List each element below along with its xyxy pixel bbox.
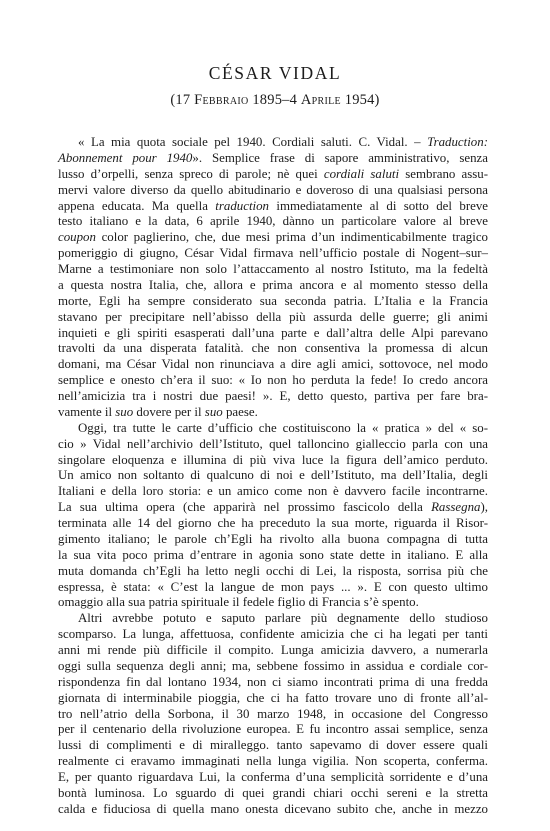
text-run: singolare eloquenza e illumina di più viva luce la figura dell’amico perduto.	[58, 452, 488, 467]
text-run: giornata di interminabile pioggia, che ci ha fatto trovare uno di fronte all’al-	[58, 690, 488, 705]
text-line	[58, 262, 488, 278]
text-line	[58, 357, 488, 373]
italic-text: cordiali saluti	[323, 166, 400, 181]
text-run: per il centenario della rivoluzione europea. E fu incontro assai semplice, senza	[58, 722, 488, 737]
text-run: gimento italiano; le parole ch’Egli ha rivolto alla buona compagna di tutta	[58, 531, 488, 546]
article-title: CÉSAR VIDAL	[208, 63, 342, 83]
text-line	[58, 230, 488, 246]
dates-month-start: Febbraio	[194, 92, 249, 108]
italic-text: traduction	[215, 198, 270, 213]
text-run: cio » Vidal nell’archivio dell’Istituto, quel talloncino gialleccio parla con una	[58, 436, 488, 451]
text-run: anni mi rende più difficile il compito. Lunga amicizia davvero, a numerarla	[58, 643, 488, 657]
italic-text: Rassegna	[431, 500, 481, 515]
text-run: paese.	[222, 404, 258, 419]
text-run: terminata alle 14 del giorno che ha preceduto la sua morte, riguarda il Risor-	[58, 516, 488, 530]
text-run: la sua vita poco prima d’entrare in agonia sono state dette in italiano. E alla	[58, 547, 488, 562]
text-line	[58, 246, 488, 262]
text-run: morte, Egli ha sempre considerato sua seconda patria. L’Italia e la Francia	[58, 293, 488, 308]
text-run: inquieti e gli spiriti esasperati dall’una parte e dall’altra delle Alpi parevano	[58, 325, 488, 340]
text-line	[58, 405, 488, 421]
text-line	[58, 548, 488, 564]
text-run: a questa nostra Italia, che, allora e prima ancora e al momento stesso della	[58, 277, 488, 292]
dates-close: 1954)	[340, 92, 380, 108]
text-run: espressa, è stata: « C’est la langue de mon pays ... ». E con questo ultimo	[58, 579, 488, 594]
text-line	[58, 500, 488, 516]
text-run: calda e fiduciosa di quella mano onesta dicevano subito che, anche in mezzo	[58, 801, 488, 816]
text-run: pomeriggio di giugno, César Vidal firmava nell’ufficio postale di Nogent–sur–	[58, 246, 488, 261]
text-run: mervi valore diverso da quello abitudinario e doveroso di una qualsiasi persona	[58, 182, 488, 197]
text-line	[58, 786, 488, 802]
text-line	[58, 468, 488, 484]
text-line	[58, 135, 488, 151]
text-run: vamente il	[58, 404, 116, 419]
article-body	[58, 135, 488, 818]
text-run: oggi sulla sequenza degli anni; ma, sebbene fossimo in assidua e cordiale cor-	[58, 658, 488, 673]
text-run: bontà luminosa. Lo sguardo di quei grandi chiari occhi sereni e la stretta	[58, 785, 488, 800]
text-line	[58, 707, 488, 723]
text-line	[58, 167, 488, 183]
text-line	[58, 373, 488, 389]
text-run: travolti da una disperata fatalità. che non consentiva la promessa di alcun	[58, 341, 488, 356]
text-run: domani, ma César Vidal non rinunciava a dire agli amici, sottovoce, nel modo	[58, 357, 488, 372]
text-run: rispondenza fin dal lontano 1934, non ci siamo incontrati prima di una fredda	[58, 674, 488, 689]
text-line	[58, 564, 488, 580]
text-run: ),	[480, 500, 488, 515]
text-line	[58, 643, 488, 659]
text-run: testo italiano e la data, 6 aprile 1940, dànno un particolare valore al breve	[58, 214, 488, 229]
italic-text: suo	[204, 404, 223, 419]
text-run: muta domanda ch’Egli ha letto negli occhi di Lei, la risposta, sorrisa più che	[58, 563, 488, 578]
text-run: dovere per il	[133, 404, 205, 419]
text-line	[58, 199, 488, 215]
text-run: appena educata. Ma quella	[58, 198, 216, 213]
text-line	[58, 770, 488, 786]
text-line	[58, 595, 488, 611]
italic-text: Abonnement pour 1940	[58, 150, 193, 165]
text-run: stavano per precipitare nell’abisso della più assurda delle guerre; gli animi	[58, 309, 488, 324]
text-run: tro nell’atrio della Sorbona, il 30 marzo 1948, in occasione del Congresso	[58, 706, 488, 721]
text-run: Un amico non soltanto di qualcuno di noi e dell’Istituto, ma dell’Italia, degli	[58, 468, 488, 483]
text-line	[58, 691, 488, 707]
italic-text: suo	[115, 404, 134, 419]
text-line	[58, 294, 488, 310]
text-line	[58, 389, 488, 405]
text-line	[58, 802, 488, 818]
text-line	[58, 627, 488, 643]
text-line	[58, 738, 488, 754]
text-line	[58, 580, 488, 596]
text-run: Oggi, tra tutte le carte d’ufficio che costituiscono la « pratica » del « so-	[78, 420, 488, 435]
text-run: lusso d’orpelli, senza spreco di parole; nè quei	[58, 166, 324, 181]
text-line	[58, 516, 488, 532]
text-run: nell’amicizia tra i nostri due paesi! ». E, detto questo, partiva per fare bra-	[58, 389, 488, 403]
text-run: lussi di complimenti e di miralleggo. tanto sapevamo di dover essere quali	[58, 738, 488, 753]
text-line	[58, 453, 488, 469]
text-run: immediatamente al di sotto del breve	[269, 198, 488, 213]
text-line	[58, 754, 488, 770]
text-line	[58, 326, 488, 342]
text-line	[58, 484, 488, 500]
text-run: omaggio alla sua patria spirituale il fedele figlio di Francia s’è spento.	[58, 595, 419, 610]
text-run: semplice e onesto ch’era il suo: « Io non ho perduta la fede! Io credo ancora	[58, 373, 488, 388]
text-line	[58, 437, 488, 453]
text-run: sembrano assu-	[399, 166, 489, 181]
text-line	[58, 310, 488, 326]
text-line	[58, 151, 488, 167]
italic-text: Traduction:	[427, 135, 488, 149]
text-run: « La mia quota sociale pel 1940. Cordiali saluti. C. Vidal. –	[78, 135, 428, 149]
text-run: color paglierino, che, due mesi prima d’un indimenticabilmente tragico	[95, 230, 488, 245]
text-run: Marne a testimoniare non solo l’attaccamento al nostro Istituto, ma la fedeltà	[58, 262, 488, 276]
text-line	[58, 722, 488, 738]
text-line	[58, 341, 488, 357]
text-run: realmente ci eravamo immaginati nella lunga vigilia. Non scoperta, conferma.	[58, 754, 488, 769]
text-run: E, per quanto riguardava Lui, la conferma d’una semplicità sorridente e d’una	[58, 770, 488, 784]
text-line	[58, 611, 488, 627]
text-run: Altri avrebbe potuto e saputo parlare più degnamente dello studioso	[78, 611, 488, 626]
dates-month-end: Aprile	[300, 92, 341, 108]
text-run: ». Semplice frase di sapore amministrativo, senza	[192, 150, 489, 165]
text-line	[58, 532, 488, 548]
text-line	[58, 675, 488, 691]
text-line	[58, 183, 488, 199]
text-run: Italiani e della loro storia: e un amico come non è davvero facile incontrarne.	[58, 484, 488, 499]
text-line	[58, 278, 488, 294]
article-dates	[0, 90, 550, 110]
dates-open: (17	[170, 92, 195, 108]
text-run: scomparso. La lunga, affettuosa, confidente amicizia che ci ha legati per tanti	[58, 627, 488, 642]
text-line	[58, 659, 488, 675]
text-run: La sua ultima opera (che apparirà nel prossimo fascicolo della	[58, 500, 432, 515]
text-line	[58, 214, 488, 230]
dates-middle: 1895–4	[248, 92, 301, 108]
italic-text: coupon	[58, 230, 96, 245]
text-line	[58, 421, 488, 437]
